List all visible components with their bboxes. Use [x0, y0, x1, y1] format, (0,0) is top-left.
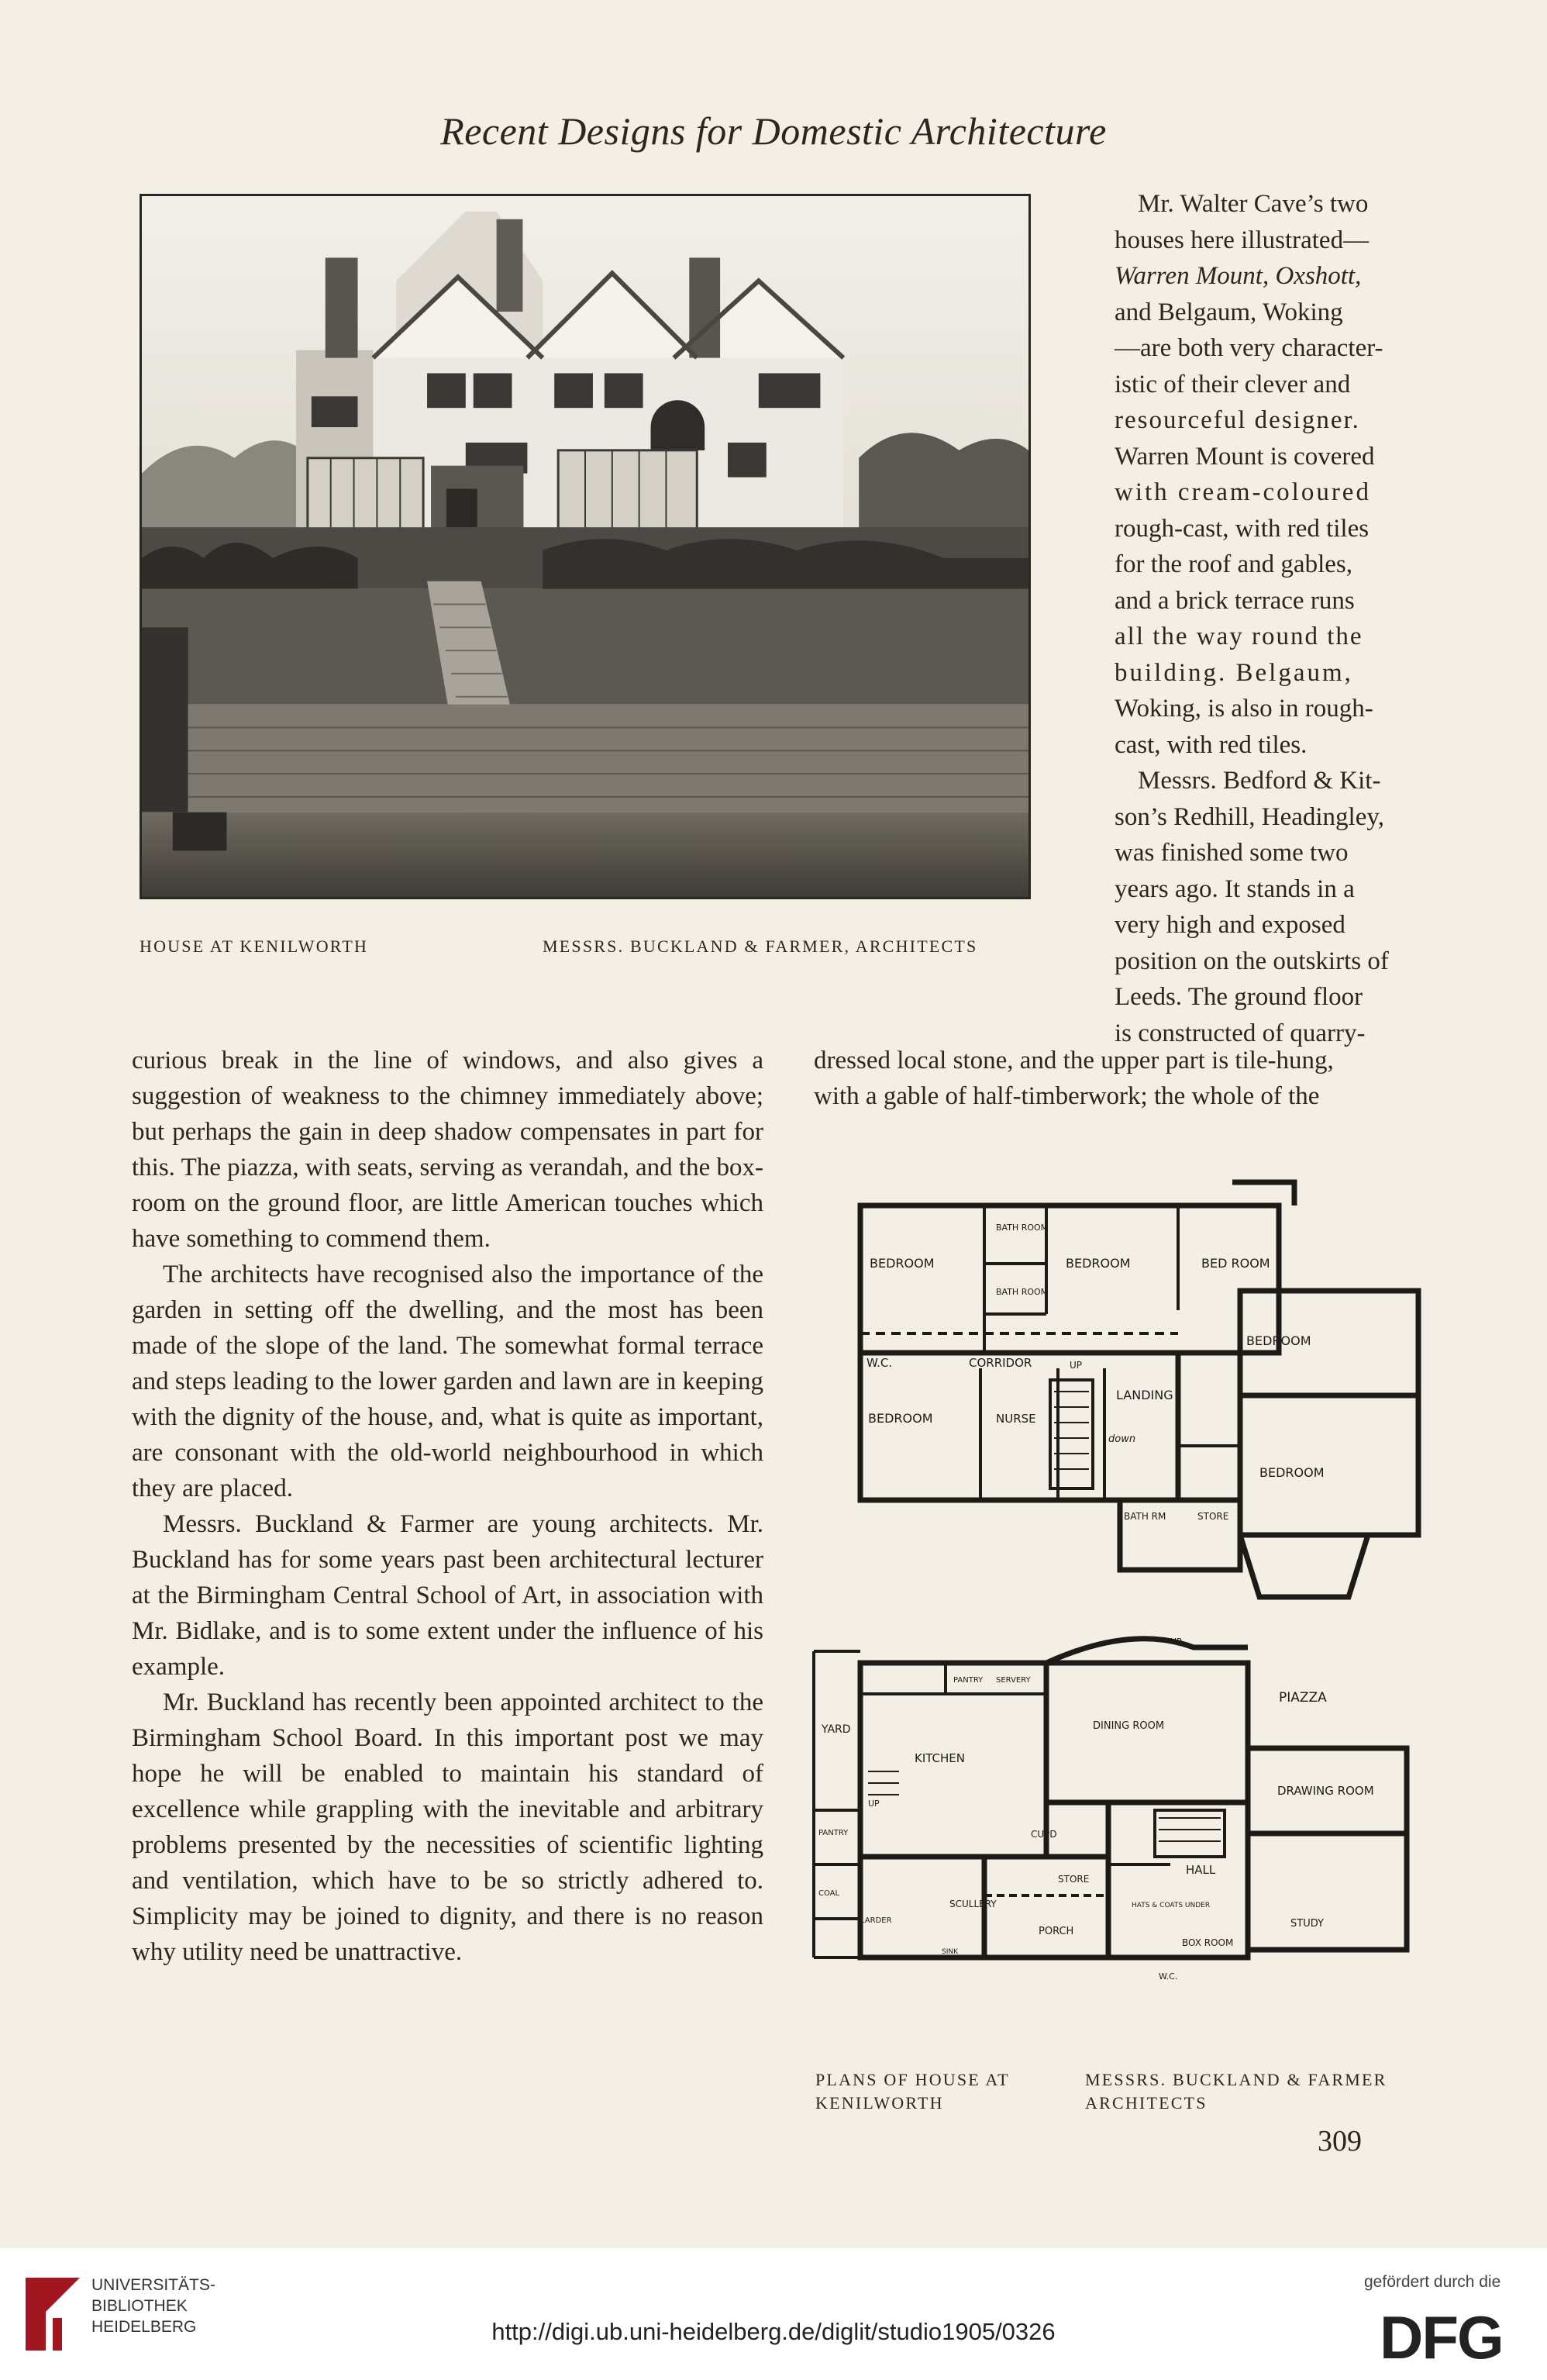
- plan-label: W.C.: [867, 1356, 893, 1370]
- plan-label: BATH ROOM: [996, 1287, 1049, 1297]
- caption-line: ARCHITECTS: [1085, 2093, 1208, 2113]
- plan-label: STORE: [1197, 1511, 1229, 1522]
- continuation-text: [814, 1043, 1426, 1114]
- photo-caption-title: HOUSE AT KENILWORTH: [140, 936, 369, 956]
- rc-line: Warren Mount is covered: [1115, 442, 1375, 471]
- running-header: Recent Designs for Domestic Architecture: [440, 109, 1107, 153]
- plan-label: CORRIDOR: [969, 1356, 1032, 1370]
- rc-line: years ago. It stands in a: [1115, 874, 1355, 903]
- plan-label: BOX ROOM: [1182, 1937, 1234, 1948]
- plan-label: LANDING: [1116, 1388, 1173, 1402]
- photo-caption-architects: MESSRS. BUCKLAND & FARMER, ARCHITECTS: [543, 936, 978, 956]
- funding-caption: gefördert durch die: [1364, 2273, 1501, 2291]
- cont-line: dressed local stone, and the upper part is tile-hung,: [814, 1047, 1334, 1074]
- plans-caption-left: [815, 2068, 1010, 2115]
- plan-label: BEDROOM: [1066, 1256, 1131, 1271]
- plan-label: UP: [1070, 1360, 1083, 1371]
- plan-label: SCULLERY: [949, 1899, 997, 1909]
- rc-line: with cream-coloured: [1115, 478, 1371, 506]
- plan-label: UP: [1170, 1637, 1182, 1647]
- left-column-text: [132, 1043, 763, 1970]
- rc-line: Warren Mount, Oxshott,: [1115, 262, 1362, 290]
- permalink-url[interactable]: http://digi.ub.uni-heidelberg.de/diglit/studio1905/0326: [491, 2318, 1056, 2345]
- dfg-logo: DFG: [1380, 2303, 1503, 2371]
- plan-label: STUDY: [1290, 1918, 1324, 1930]
- plan-label: SINK: [942, 1948, 959, 1956]
- library-line: HEIDELBERG: [91, 2318, 197, 2336]
- plan-label: NURSE: [996, 1412, 1036, 1426]
- right-column-text: [1115, 186, 1428, 1051]
- caption-line: KENILWORTH: [815, 2093, 944, 2113]
- rc-line: Messrs. Bedford & Kit-: [1138, 767, 1381, 795]
- rc-line: rough-cast, with red tiles: [1115, 514, 1370, 543]
- plan-label: KITCHEN: [915, 1751, 965, 1765]
- library-line: UNIVERSITÄTS-: [91, 2276, 215, 2294]
- plan-label: LARDER: [860, 1916, 892, 1925]
- plan-label: PORCH: [1039, 1926, 1074, 1937]
- rc-line: position on the outskirts of: [1115, 947, 1389, 975]
- plan-label: HATS & COATS UNDER: [1132, 1902, 1211, 1909]
- rc-line: —are both very character-: [1115, 334, 1383, 362]
- rc-line: was finished some two: [1115, 839, 1349, 867]
- plan-label: W.C.: [1159, 1971, 1178, 1982]
- rc-line: resourceful designer.: [1115, 406, 1360, 434]
- paragraph: Messrs. Buckland & Farmer are young architects. Mr. Buckland has for some years past been architectural lecturer at the Birmingham Central School of Art, in association with Mr. Bidlake, and is to some extent under the influence of his example.: [132, 1510, 763, 1681]
- plan-label: DINING ROOM: [1093, 1720, 1165, 1732]
- ground-floor-plan: [806, 1632, 1434, 1996]
- rc-line: istic of their clever and: [1115, 370, 1351, 398]
- cont-line: with a gable of half-timberwork; the whole of the: [814, 1082, 1320, 1110]
- plan-label: UP: [868, 1799, 880, 1809]
- plan-label: BEDROOM: [1246, 1333, 1311, 1348]
- plan-label: PANTRY: [953, 1676, 984, 1685]
- plan-label: SERVERY: [996, 1676, 1031, 1685]
- plan-label: BEDROOM: [868, 1411, 933, 1426]
- paragraph: The architects have recognised also the importance of the garden in setting off the dwelling, and the most has been made of the slope of the land. The somewhat formal terrace and steps leading to the lower garden and lawn are in keeping with the dignity of the house, and, what is quite as important, are consonant with the old-world neighbourhood in which they are placed.: [132, 1261, 763, 1502]
- caption-line: MESSRS. BUCKLAND & FARMER: [1085, 2070, 1387, 2089]
- paragraph: Mr. Buckland has recently been appointed architect to the Birmingham School Board. In this important post we may hope he will be enabled to maintain his standard of excellence while grappling with the inevitable and arbitrary problems presented by the necessities of scientific lighting and ventilation, which have to be so strictly adhered to. Simplicity may be joined to dignity, and there is no reason why utility need be unattractive.: [132, 1688, 763, 1966]
- rc-line: building. Belgaum,: [1115, 658, 1353, 687]
- rc-line: and Belgaum, Woking: [1115, 298, 1343, 326]
- page-number: 309: [1318, 2125, 1362, 2158]
- plan-label: HALL: [1186, 1863, 1216, 1877]
- plan-label: STORE: [1058, 1874, 1090, 1885]
- rc-line: cast, with red tiles.: [1115, 730, 1308, 759]
- plan-label: BED ROOM: [1201, 1256, 1270, 1271]
- rc-line: Woking, is also in rough-: [1115, 695, 1373, 723]
- paragraph: curious break in the line of windows, and also gives a suggestion of weakness to the chimney immediately above; but perhaps the gain in deep shadow compensates in part for this. The piazza, with seats, serving as verandah, and the box-room on the ground floor, are little American touches which have something to commend them.: [132, 1047, 763, 1253]
- plan-label: YARD: [822, 1723, 851, 1736]
- rc-line: Leeds. The ground floor: [1115, 983, 1363, 1011]
- caption-line: PLANS OF HOUSE AT: [815, 2070, 1010, 2089]
- rc-line: is constructed of quarry-: [1115, 1019, 1366, 1047]
- library-line: BIBLIOTHEK: [91, 2297, 188, 2315]
- house-photograph: [140, 194, 1031, 899]
- plan-label: BATH RM: [1124, 1511, 1166, 1522]
- plan-label: down: [1108, 1433, 1136, 1445]
- rc-line: for the roof and gables,: [1115, 550, 1352, 578]
- first-floor-plan: [853, 1174, 1426, 1601]
- plan-label: PIAZZA: [1279, 1690, 1327, 1706]
- rc-line: and a brick terrace runs: [1115, 586, 1355, 615]
- rc-line: all the way round the: [1115, 623, 1363, 650]
- plan-label: BEDROOM: [1259, 1465, 1325, 1480]
- digitization-footer: [0, 2248, 1547, 2380]
- rc-line: son’s Redhill, Headingley,: [1115, 802, 1384, 831]
- plans-caption-right: [1085, 2068, 1387, 2115]
- rc-line: houses here illustrated—: [1115, 226, 1370, 254]
- plan-label: DRAWING ROOM: [1277, 1784, 1374, 1798]
- plan-label: PANTRY: [818, 1829, 849, 1837]
- plan-label: BEDROOM: [870, 1256, 935, 1271]
- rc-line: Mr. Walter Cave’s two: [1138, 190, 1369, 218]
- plan-label: COAL: [818, 1889, 840, 1898]
- plan-label: CUPD: [1031, 1829, 1057, 1840]
- plan-label: BATH ROOM: [996, 1223, 1049, 1233]
- rc-line: very high and exposed: [1115, 911, 1345, 939]
